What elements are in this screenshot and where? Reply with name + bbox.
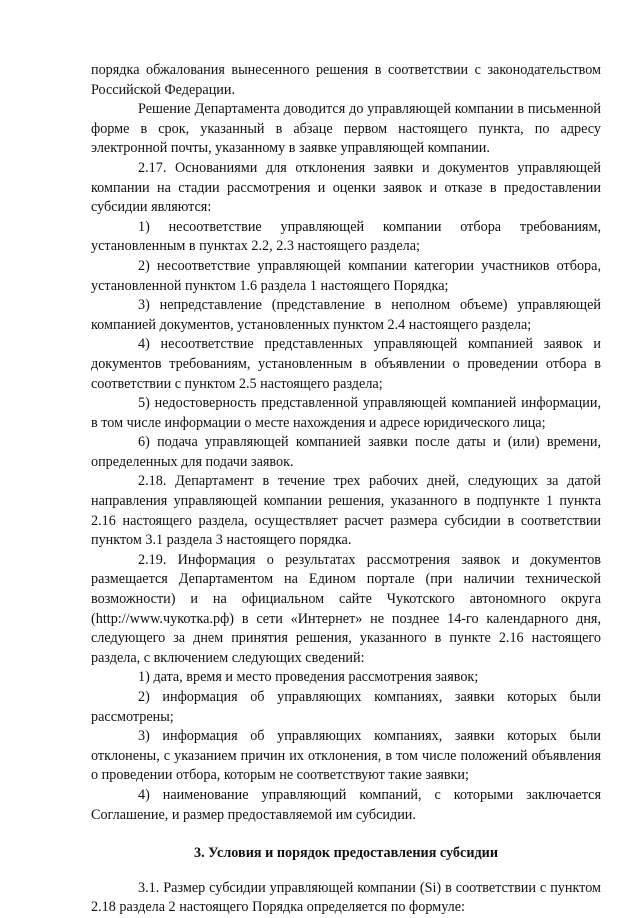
list-item-rejection-2: 2) несоответствие управляющей компании категории участников отбора, установленной пунктом 1.6 раздела 1 настоящего Порядка; bbox=[91, 257, 601, 294]
paragraph-3-1: 3.1. Размер субсидии управляющей компании (Si) в соответствии с пунктом 2.18 раздела 2 настоящего Порядка определяется по формуле: bbox=[91, 879, 601, 916]
list-item-info-4: 4) наименование управляющий компаний, с которыми заключается Соглашение, и размер предоставляемой им субсидии. bbox=[91, 786, 601, 823]
list-item-rejection-6: 6) подача управляющей компанией заявки после даты и (или) времени, определенных для подачи заявок. bbox=[91, 434, 601, 470]
paragraph-2-18: 2.18. Департамент в течение трех рабочих дней, следующих за датой направления управляющей компании решения, указанного в подпункте 1 пункта 2.16 настоящего раздела, осуществляет расчет размера субсидии в соответствии пунктом 3.1 раздела 3 настоящего порядка. bbox=[91, 473, 601, 549]
paragraph-2-19: 2.19. Информация о результатах рассмотрения заявок и документов размещается Департаментом на Едином портале (при наличии технической возможности) и на официальном сайте Чукотского автономного округа (http://www.чукотка.рф) в сети «Интернет» не позднее 14-го календарного дня, следующего за днем принятия решения, указанного в пункте 2.16 настоящего раздела, с включением следующих сведений: bbox=[91, 551, 601, 666]
paragraph-decision-notice: Решение Департамента доводится до управляющей компании в письменной форме в срок, указанный в абзаце первом настоящего пункта, по адресу электронной почты, указанному в заявке управляющей компании. bbox=[91, 101, 601, 157]
paragraph-appeal-procedure: порядка обжалования вынесенного решения в соответствии с законодательством Российской Федерации. bbox=[91, 62, 601, 98]
list-item-info-1: 1) дата, время и место проведения рассмотрения заявок; bbox=[138, 669, 479, 686]
paragraph-2-17: 2.17. Основаниями для отклонения заявки и документов управляющей компании на стадии рассмотрения и оценки заявок и отказе в предоставлении субсидии являются: bbox=[91, 159, 601, 216]
list-item-rejection-5: 5) недостоверность представленной управляющей компанией информации, в том числе информации о месте нахождения и адресе юридического лица; bbox=[91, 395, 601, 431]
list-item-info-2: 2) информация об управляющих компаниях, заявки которых были рассмотрены; bbox=[91, 689, 601, 725]
list-item-rejection-3: 3) непредставление (представление в неполном объеме) управляющей компанией документов, установленных пунктом 2.4 настоящего раздела; bbox=[91, 297, 601, 333]
list-item-rejection-1: 1) несоответствие управляющей компании отбора требованиям, установленным в пунктах 2.2, 2.3 настоящего раздела; bbox=[91, 218, 601, 255]
section-heading: 3. Условия и порядок предоставления субсидии bbox=[193, 845, 499, 862]
document-page bbox=[91, 61, 601, 918]
list-item-rejection-4: 4) несоответствие представленных управляющей компанией заявок и документов требованиям, установленным в объявлении о проведении отбора в соответствии с пунктом 2.5 настоящего раздела; bbox=[91, 336, 601, 392]
list-item-info-3: 3) информация об управляющих компаниях, заявки которых были отклонены, с указанием причин их отклонения, в том числе положений объявления о проведении отбора, которым не соответствуют такие заявки; bbox=[91, 728, 601, 784]
